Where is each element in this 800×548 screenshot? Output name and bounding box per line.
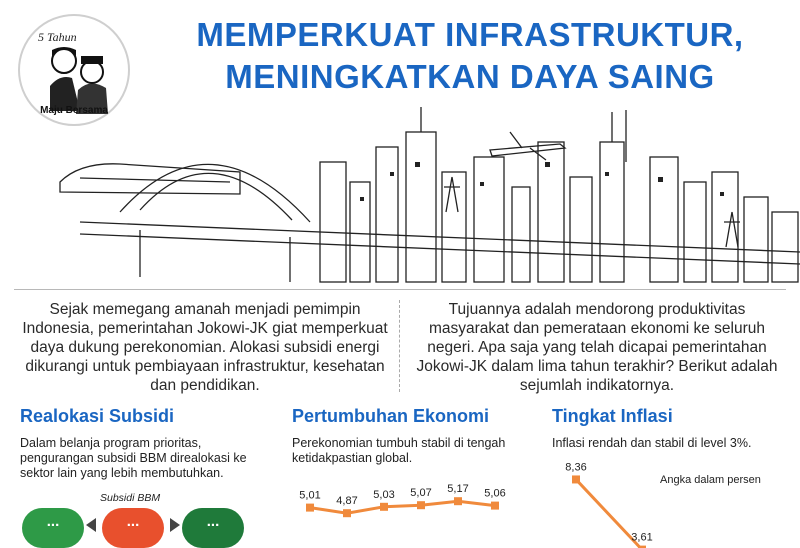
subsidi-bubble-1: ... — [22, 508, 84, 548]
subsidi-heading: Realokasi Subsidi — [20, 406, 175, 426]
data-label: 5,17 — [447, 483, 469, 496]
city-bridge-illustration — [60, 102, 800, 292]
intro-left-paragraph: Sejak memegang amanah menjadi pemimpin Indonesia, pemerintahan Jokowi-JK giat memperkuat daya dukung perekonomian. Alokasi subsidi energi dikurangi untuk pembiayaan infrastruktur, kesehatan dan pendidikan. — [22, 301, 388, 394]
page-title — [150, 14, 790, 98]
intro-right-paragraph: Tujuannya adalah mendorong produktivitas masyarakat dan pemerataan ekonomi ke seluruh negeri. Apa saja yang telah dicapai pemerintahan Jokowi-JK dalam lima tahun terakhir? Berikut adalah sejumlah indikatornya. — [416, 301, 778, 394]
subsidi-bbm-label: Subsidi BBM — [100, 492, 161, 504]
data-point — [306, 504, 314, 512]
data-point — [491, 502, 499, 510]
data-point — [343, 509, 351, 517]
data-label: 5,07 — [410, 487, 432, 500]
logo-top-text: 5 Tahun — [38, 30, 77, 44]
data-point — [454, 497, 462, 505]
data-point — [417, 501, 425, 509]
data-label: 5,01 — [299, 489, 321, 502]
arrow-right-icon — [170, 518, 180, 532]
data-point — [572, 475, 580, 483]
inflasi-text: Inflasi rendah dan stabil di level 3%. — [552, 436, 752, 450]
ekonomi-heading: Pertumbuhan Ekonomi — [292, 406, 490, 426]
arrow-connectors — [84, 518, 284, 532]
inflasi-unit-note: Angka dalam persen — [660, 474, 761, 486]
title-line-1: MEMPERKUAT INFRASTRUKTUR, — [196, 16, 744, 53]
data-label: 5,06 — [484, 487, 506, 500]
data-label: 5,03 — [373, 488, 395, 501]
inflasi-line-chart — [552, 446, 662, 544]
arrow-left-icon — [86, 518, 96, 532]
data-label: 8,36 — [565, 461, 587, 474]
subsidi-bubble-3: ... — [182, 508, 244, 548]
subsidi-text: Dalam belanja program prioritas, pengurangan subsidi BBM direalokasi ke sektor lain yang lebih membutuhkan. — [20, 436, 247, 480]
intro-divider — [399, 300, 400, 392]
data-label: 4,87 — [336, 495, 358, 508]
logo-bottom-text: Maju Bersama — [40, 105, 108, 116]
ekonomi-text: Perekonomian tumbuh stabil di tengah ketidakpastian global. — [292, 436, 506, 465]
data-point — [380, 503, 388, 511]
ekonomi-line-chart — [290, 470, 520, 533]
title-line-2: MENINGKATKAN DAYA SAING — [225, 58, 715, 95]
data-label: 3,61 — [631, 531, 653, 544]
inflasi-heading: Tingkat Inflasi — [552, 406, 673, 426]
subsidi-bubble-2: ... — [102, 508, 164, 548]
section-divider — [14, 289, 786, 290]
